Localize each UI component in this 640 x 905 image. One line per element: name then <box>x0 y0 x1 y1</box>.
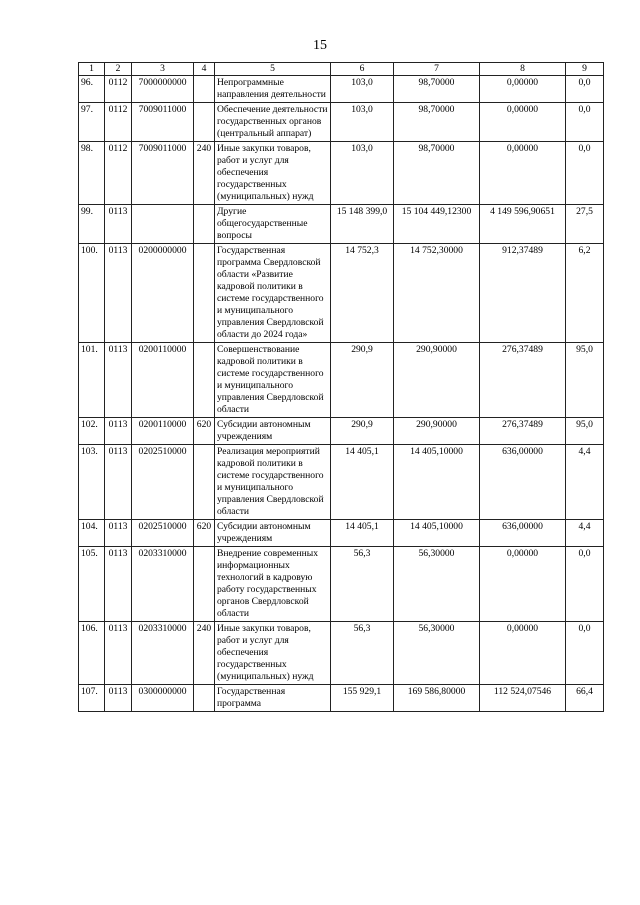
item-name: Государственная программа <box>215 685 331 712</box>
table-row <box>79 76 604 103</box>
row-number: 107. <box>79 685 105 712</box>
execution-percent: 0,0 <box>566 622 604 685</box>
target-article-code: 7009011000 <box>132 103 194 142</box>
row-number: 104. <box>79 520 105 547</box>
refined-plan-amount: 56,30000 <box>394 547 480 622</box>
item-name: Государственная программа Свердловской области «Развитие кадровой политики в системе государственного и муниципального управления Свердловской области до 2024 года» <box>215 244 331 343</box>
expense-type-code <box>194 685 215 712</box>
execution-percent: 4,4 <box>566 520 604 547</box>
plan-amount: 14 405,1 <box>331 445 394 520</box>
execution-percent: 0,0 <box>566 142 604 205</box>
expense-type-code <box>194 205 215 244</box>
plan-amount: 290,9 <box>331 418 394 445</box>
executed-amount: 636,00000 <box>480 520 566 547</box>
plan-amount: 14 752,3 <box>331 244 394 343</box>
target-article-code: 0202510000 <box>132 520 194 547</box>
column-header: 8 <box>480 63 566 76</box>
section-code: 0112 <box>105 142 132 205</box>
expense-type-code <box>194 547 215 622</box>
refined-plan-amount: 14 405,10000 <box>394 520 480 547</box>
refined-plan-amount: 98,70000 <box>394 103 480 142</box>
refined-plan-amount: 98,70000 <box>394 76 480 103</box>
row-number: 103. <box>79 445 105 520</box>
column-header: 6 <box>331 63 394 76</box>
execution-percent: 95,0 <box>566 418 604 445</box>
section-code: 0113 <box>105 445 132 520</box>
column-header: 2 <box>105 63 132 76</box>
column-header: 7 <box>394 63 480 76</box>
execution-percent: 0,0 <box>566 547 604 622</box>
plan-amount: 103,0 <box>331 142 394 205</box>
execution-percent: 27,5 <box>566 205 604 244</box>
budget-table-body <box>79 76 604 712</box>
section-code: 0113 <box>105 244 132 343</box>
column-header: 9 <box>566 63 604 76</box>
table-row <box>79 343 604 418</box>
plan-amount: 14 405,1 <box>331 520 394 547</box>
column-header: 1 <box>79 63 105 76</box>
execution-percent: 0,0 <box>566 76 604 103</box>
page-number: 15 <box>313 38 327 53</box>
target-article-code: 0203310000 <box>132 622 194 685</box>
plan-amount: 56,3 <box>331 547 394 622</box>
target-article-code: 0203310000 <box>132 547 194 622</box>
plan-amount: 103,0 <box>331 103 394 142</box>
section-code: 0112 <box>105 103 132 142</box>
item-name: Обеспечение деятельности государственных органов (центральный аппарат) <box>215 103 331 142</box>
table-row <box>79 622 604 685</box>
refined-plan-amount: 14 752,30000 <box>394 244 480 343</box>
section-code: 0113 <box>105 547 132 622</box>
section-code: 0112 <box>105 76 132 103</box>
row-number: 99. <box>79 205 105 244</box>
section-code: 0113 <box>105 205 132 244</box>
plan-amount: 290,9 <box>331 343 394 418</box>
plan-amount: 103,0 <box>331 76 394 103</box>
row-number: 98. <box>79 142 105 205</box>
target-article-code: 7009011000 <box>132 142 194 205</box>
expense-type-code: 240 <box>194 622 215 685</box>
section-code: 0113 <box>105 622 132 685</box>
item-name: Реализация мероприятий кадровой политики в системе государственного и муниципального управления Свердловской области <box>215 445 331 520</box>
item-name: Совершенствование кадровой политики в системе государственного и муниципального управления Свердловской области <box>215 343 331 418</box>
item-name: Иные закупки товаров, работ и услуг для обеспечения государственных (муниципальных) нужд <box>215 622 331 685</box>
refined-plan-amount: 15 104 449,12300 <box>394 205 480 244</box>
table-row <box>79 142 604 205</box>
section-code: 0113 <box>105 685 132 712</box>
expense-type-code: 620 <box>194 418 215 445</box>
executed-amount: 0,00000 <box>480 622 566 685</box>
table-row <box>79 685 604 712</box>
expense-type-code: 620 <box>194 520 215 547</box>
executed-amount: 0,00000 <box>480 142 566 205</box>
column-header: 4 <box>194 63 215 76</box>
table-row <box>79 547 604 622</box>
row-number: 106. <box>79 622 105 685</box>
refined-plan-amount: 14 405,10000 <box>394 445 480 520</box>
table-row <box>79 520 604 547</box>
table-row <box>79 445 604 520</box>
item-name: Иные закупки товаров, работ и услуг для обеспечения государственных (муниципальных) нужд <box>215 142 331 205</box>
expense-type-code <box>194 244 215 343</box>
expense-type-code <box>194 103 215 142</box>
target-article-code <box>132 205 194 244</box>
expense-type-code: 240 <box>194 142 215 205</box>
item-name: Внедрение современных информационных технологий в кадровую работу государственных органов Свердловской области <box>215 547 331 622</box>
target-article-code: 0200110000 <box>132 343 194 418</box>
target-article-code: 0300000000 <box>132 685 194 712</box>
section-code: 0113 <box>105 343 132 418</box>
target-article-code: 0200000000 <box>132 244 194 343</box>
plan-amount: 56,3 <box>331 622 394 685</box>
expense-type-code <box>194 76 215 103</box>
plan-amount: 155 929,1 <box>331 685 394 712</box>
budget-table <box>78 62 604 712</box>
executed-amount: 0,00000 <box>480 547 566 622</box>
target-article-code: 0200110000 <box>132 418 194 445</box>
row-number: 97. <box>79 103 105 142</box>
execution-percent: 4,4 <box>566 445 604 520</box>
table-row <box>79 205 604 244</box>
section-code: 0113 <box>105 418 132 445</box>
item-name: Другие общегосударственные вопросы <box>215 205 331 244</box>
execution-percent: 0,0 <box>566 103 604 142</box>
executed-amount: 0,00000 <box>480 103 566 142</box>
expense-type-code <box>194 343 215 418</box>
expense-type-code <box>194 445 215 520</box>
refined-plan-amount: 169 586,80000 <box>394 685 480 712</box>
refined-plan-amount: 56,30000 <box>394 622 480 685</box>
row-number: 101. <box>79 343 105 418</box>
column-number-row <box>79 63 604 76</box>
row-number: 102. <box>79 418 105 445</box>
executed-amount: 112 524,07546 <box>480 685 566 712</box>
plan-amount: 15 148 399,0 <box>331 205 394 244</box>
refined-plan-amount: 290,90000 <box>394 343 480 418</box>
column-header: 3 <box>132 63 194 76</box>
section-code: 0113 <box>105 520 132 547</box>
execution-percent: 95,0 <box>566 343 604 418</box>
executed-amount: 276,37489 <box>480 343 566 418</box>
table-row <box>79 244 604 343</box>
target-article-code: 0202510000 <box>132 445 194 520</box>
refined-plan-amount: 98,70000 <box>394 142 480 205</box>
refined-plan-amount: 290,90000 <box>394 418 480 445</box>
table-row <box>79 103 604 142</box>
column-header: 5 <box>215 63 331 76</box>
item-name: Субсидии автономным учреждениям <box>215 418 331 445</box>
executed-amount: 4 149 596,90651 <box>480 205 566 244</box>
item-name: Непрограммные направления деятельности <box>215 76 331 103</box>
executed-amount: 276,37489 <box>480 418 566 445</box>
execution-percent: 66,4 <box>566 685 604 712</box>
item-name: Субсидии автономным учреждениям <box>215 520 331 547</box>
executed-amount: 912,37489 <box>480 244 566 343</box>
executed-amount: 0,00000 <box>480 76 566 103</box>
target-article-code: 7000000000 <box>132 76 194 103</box>
row-number: 96. <box>79 76 105 103</box>
table-row <box>79 418 604 445</box>
row-number: 105. <box>79 547 105 622</box>
execution-percent: 6,2 <box>566 244 604 343</box>
executed-amount: 636,00000 <box>480 445 566 520</box>
row-number: 100. <box>79 244 105 343</box>
